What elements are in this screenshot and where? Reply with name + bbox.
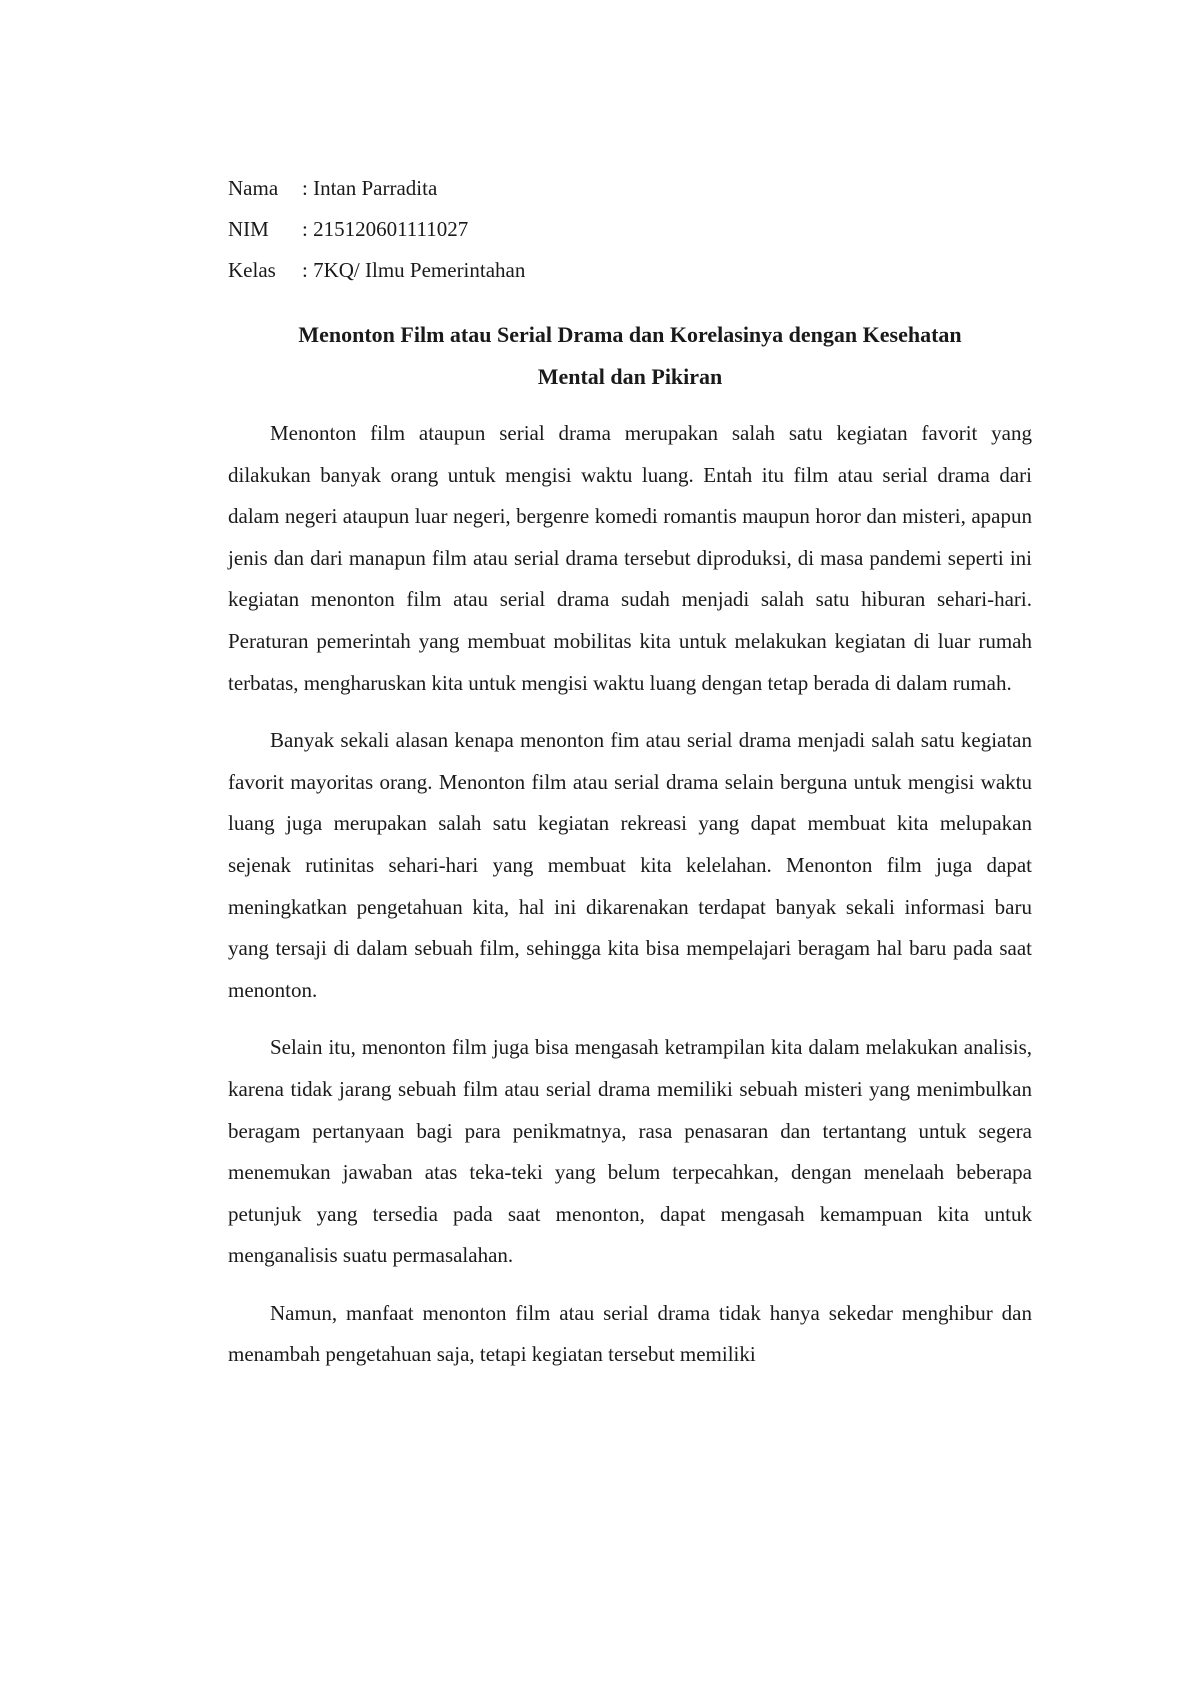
document-title xyxy=(228,314,1032,398)
info-label-nama: Nama xyxy=(228,176,279,200)
info-value-nama: : Intan Parradita xyxy=(302,176,438,200)
document-page xyxy=(228,168,1032,1668)
info-label-kelas: Kelas xyxy=(228,258,276,282)
paragraph-4: Namun, manfaat menonton film atau serial drama tidak hanya sekedar menghibur dan menambah pengetahuan saja, tetapi kegiatan tersebut memiliki xyxy=(228,1300,1032,1367)
paragraph-3: Selain itu, menonton film juga bisa mengasah ketrampilan kita dalam melakukan analisis, karena tidak jarang sebuah film atau serial drama memiliki sebuah misteri yang menimbulkan beragam pertanyaan bagi para penikmatnya, rasa penasaran dan tertantang untuk segera menemukan jawaban atas teka-teki yang belum terpecahkan, dengan menelaah beberapa petunjuk yang tersedia pada saat menonton, dapat mengasah kemampuan kita untuk menganalisis suatu permasalahan. xyxy=(228,1035,1032,1268)
info-row-nim xyxy=(228,209,1032,250)
paragraph-1: Menonton film ataupun serial drama merupakan salah satu kegiatan favorit yang dilakukan banyak orang untuk mengisi waktu luang. Entah itu film atau serial drama dari dalam negeri ataupun luar negeri, bergenre komedi romantis maupun horor dan misteri, apapun jenis dan dari manapun film atau serial drama tersebut diproduksi, di masa pandemi seperti ini kegiatan menonton film atau serial drama sudah menjadi salah satu hiburan sehari-hari. Peraturan pemerintah yang membuat mobilitas kita untuk melakukan kegiatan di luar rumah terbatas, mengharuskan kita untuk mengisi waktu luang dengan tetap berada di dalam rumah. xyxy=(228,421,1032,695)
info-row-kelas xyxy=(228,250,1032,291)
info-value-kelas: : 7KQ/ Ilmu Pemerintahan xyxy=(302,258,526,282)
info-value-nim: : 215120601111027 xyxy=(302,217,469,241)
student-info xyxy=(228,168,1032,291)
title-line-1: Menonton Film atau Serial Drama dan Korelasinya dengan Kesehatan xyxy=(298,322,962,347)
title-line-2: Mental dan Pikiran xyxy=(537,364,723,389)
info-label-nim: NIM xyxy=(228,217,269,241)
paragraph-2: Banyak sekali alasan kenapa menonton fim atau serial drama menjadi salah satu kegiatan favorit mayoritas orang. Menonton film atau serial drama selain berguna untuk mengisi waktu luang juga merupakan salah satu kegiatan rekreasi yang dapat membuat kita melupakan sejenak rutinitas sehari-hari yang membuat kita kelelahan. Menonton film juga dapat meningkatkan pengetahuan kita, hal ini dikarenakan terdapat banyak sekali informasi baru yang tersaji di dalam sebuah film, sehingga kita bisa mempelajari beragam hal baru pada saat menonton. xyxy=(228,728,1032,1002)
info-row-nama xyxy=(228,168,1032,209)
